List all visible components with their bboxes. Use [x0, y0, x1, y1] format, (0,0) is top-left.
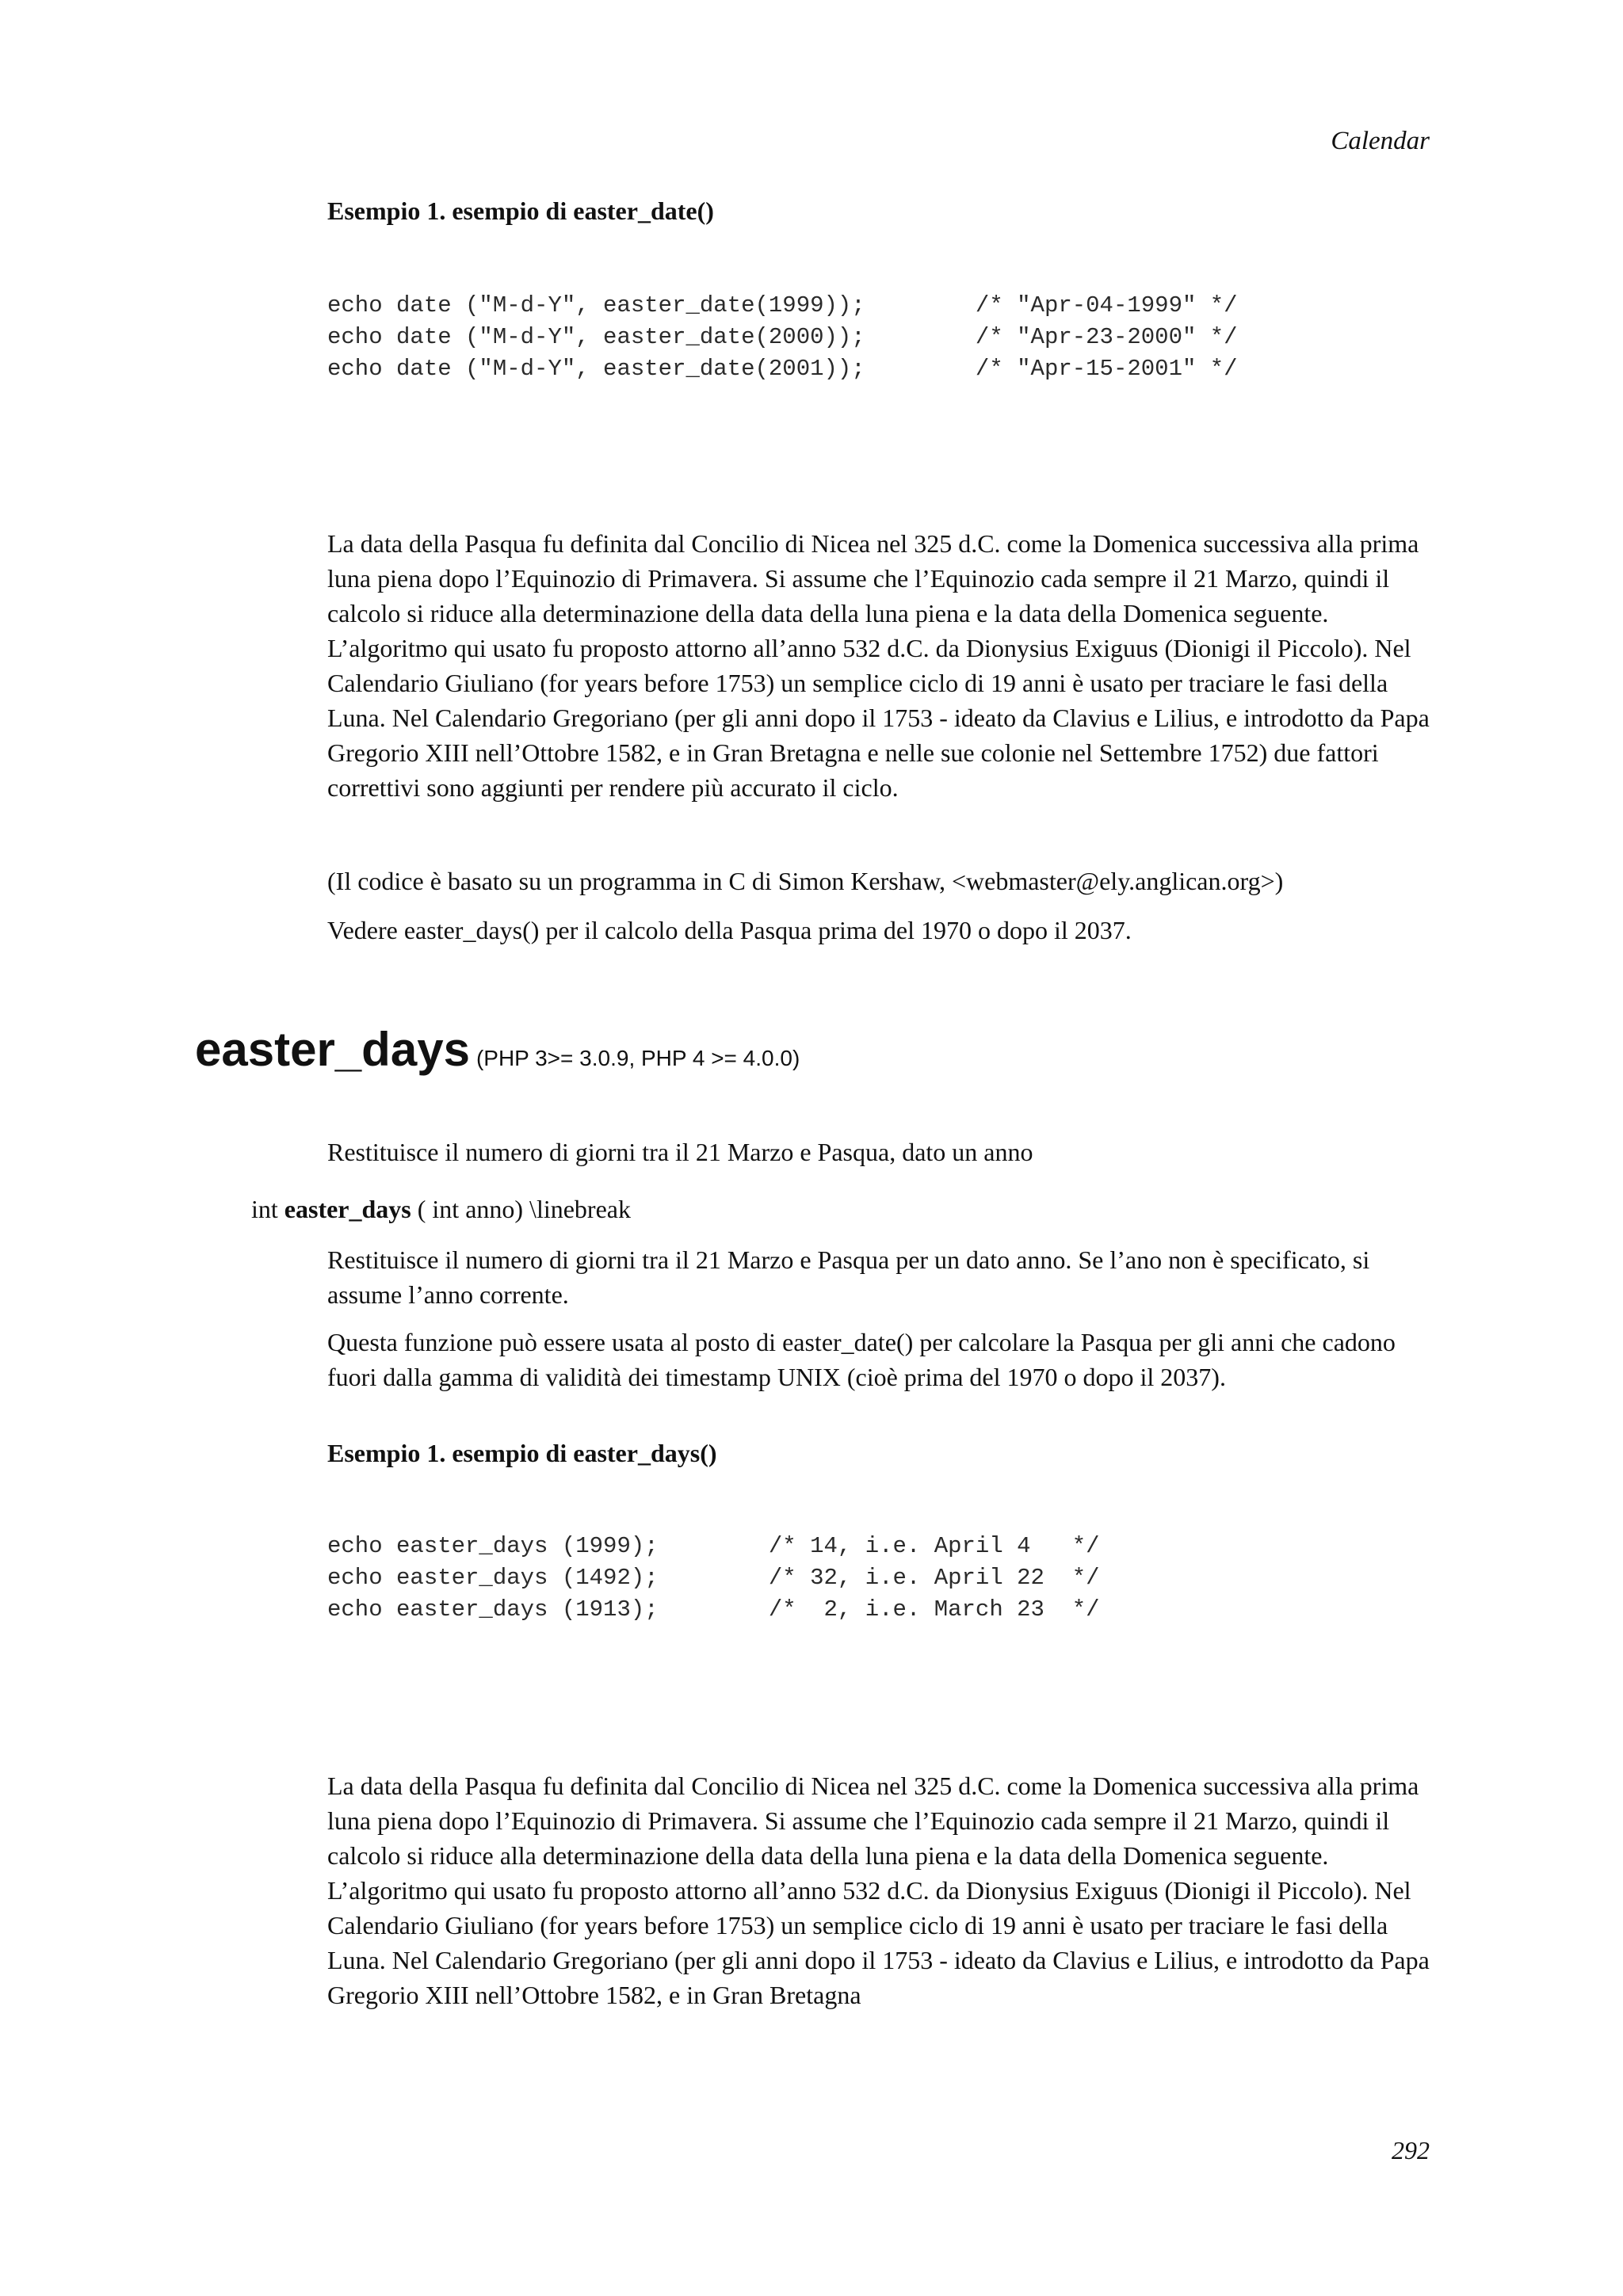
function-description: Questa funzione può essere usata al posto di easter_date() per calcolare la Pasqua per gli anni che cadono fuori dalla gamma di validità dei timestamp UNIX (cioè prima del 1970 o dopo il 2037). — [327, 1328, 1396, 1391]
synopsis-function-name: easter_days — [284, 1195, 411, 1223]
running-header: Calendar — [1331, 127, 1430, 155]
page-number: 292 — [1392, 2136, 1430, 2164]
function-synopsis — [251, 1195, 631, 1224]
paragraph-easter-history: La data della Pasqua fu definita dal Concilio di Nicea nel 325 d.C. come la Domenica successiva alla prima luna piena dopo l’Equinozio di Primavera. Si assume che l’Equinozio cada sempre il 21 Marzo, quindi il calcolo si riduce alla determinazione della data della luna piena e la data della Domenica seguente. L’algoritmo qui usato fu proposto attorno all’anno 532 d.C. da Dionysius Exiguus (Dionigi il Piccolo). Nel Calendario Giuliano (for years before 1753) un semplice ciclo di 19 anni è usato per traciare le fasi della Luna. Nel Calendario Gregoriano (per gli anni dopo il 1753 - ideato da Clavius e Lilius, e introdotto da Papa Gregorio XIII nell’Ottobre 1582, e in Gran Bretagna — [327, 1772, 1430, 2009]
paragraph-see-also: Vedere easter_days() per il calcolo della Pasqua prima del 1970 o dopo il 2037. — [327, 916, 1132, 944]
function-heading — [195, 1022, 800, 1077]
synopsis-params: ( int anno) \linebreak — [417, 1195, 631, 1223]
function-version: (PHP 3>= 3.0.9, PHP 4 >= 4.0.0) — [475, 1046, 800, 1070]
paragraph-easter-history: La data della Pasqua fu definita dal Concilio di Nicea nel 325 d.C. come la Domenica successiva alla prima luna piena dopo l’Equinozio di Primavera. Si assume che l’Equinozio cada sempre il 21 Marzo, quindi il calcolo si riduce alla determinazione della data della luna piena e la data della Domenica seguente. L’algoritmo qui usato fu proposto attorno all’anno 532 d.C. da Dionysius Exiguus (Dionigi il Piccolo). Nel Calendario Giuliano (for years before 1753) un semplice ciclo di 19 anni è usato per traciare le fasi della Luna. Nel Calendario Gregoriano (per gli anni dopo il 1753 - ideato da Clavius e Lilius, e introdotto da Papa Gregorio XIII nell’Ottobre 1582, e in Gran Bretagna e nelle sue colonie nel Settembre 1752) due fattori correttivi sono aggiunti per rendere più accurato il ciclo. — [327, 529, 1430, 802]
code-example — [327, 1531, 1100, 1626]
code-line: echo date ("M-d-Y", easter_date(1999)); /* "Apr-04-1999" */ — [327, 292, 1238, 318]
code-line: echo date ("M-d-Y", easter_date(2001)); /* "Apr-15-2001" */ — [327, 356, 1238, 382]
paragraph-code-credit: (Il codice è basato su un programma in C di Simon Kershaw, <webmaster@ely.anglican.org>) — [327, 867, 1284, 895]
code-line: echo easter_days (1492); /* 32, i.e. April 22 */ — [327, 1565, 1100, 1591]
code-line: echo date ("M-d-Y", easter_date(2000)); /* "Apr-23-2000" */ — [327, 324, 1238, 350]
code-line: echo easter_days (1913); /* 2, i.e. March 23 */ — [327, 1596, 1100, 1623]
synopsis-return-type: int — [251, 1195, 278, 1223]
function-purpose: Restituisce il numero di giorni tra il 21 Marzo e Pasqua, dato un anno — [327, 1138, 1033, 1166]
code-example — [327, 290, 1238, 385]
function-description: Restituisce il numero di giorni tra il 21 Marzo e Pasqua per un dato anno. Se l’ano non è specificato, si assume l’anno corrente. — [327, 1245, 1370, 1309]
function-name: easter_days — [195, 1023, 470, 1076]
example-title: Esempio 1. esempio di easter_days() — [327, 1439, 717, 1467]
code-line: echo easter_days (1999); /* 14, i.e. April 4 */ — [327, 1533, 1100, 1559]
example-title: Esempio 1. esempio di easter_date() — [327, 196, 714, 225]
